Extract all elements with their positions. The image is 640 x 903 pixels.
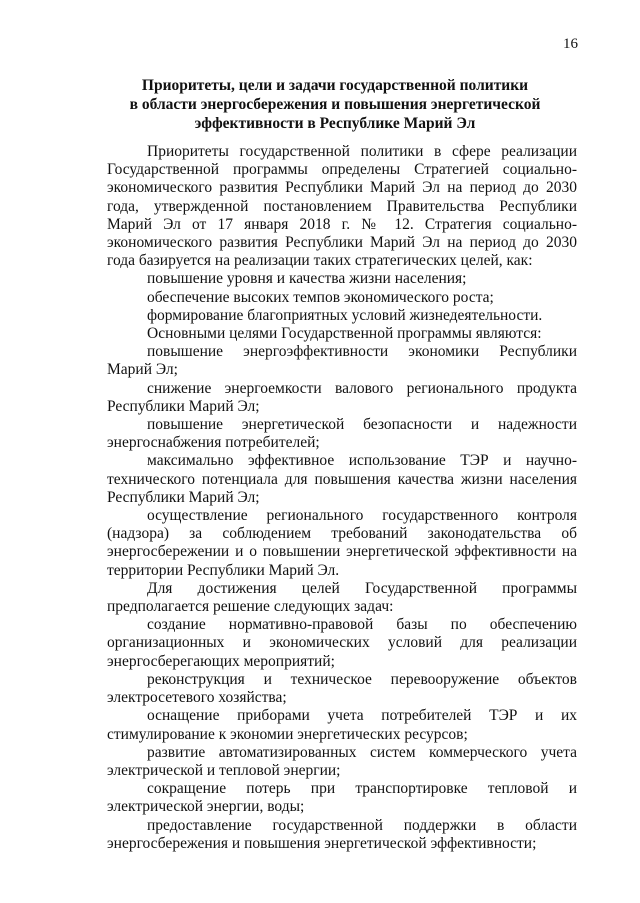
list-item-task: создание нормативно-правовой базы по обеспечению организационных и экономических условий для реализации энергосберегающих мероприятий; — [107, 616, 577, 670]
paragraph-program-goals-intro: Основными целями Государственной программы являются: — [147, 325, 542, 343]
list-item-program-goal: повышение энергетической безопасности и надежности энергоснабжения потребителей; — [107, 416, 577, 452]
list-item-task: оснащение приборами учета потребителей ТЭР и их стимулирование к экономии энергетических ресурсов; — [107, 707, 577, 743]
list-item-program-goal: повышение энергоэффективности экономики Республики Марий Эл; — [107, 343, 577, 379]
list-item-strategic-goal: обеспечение высоких темпов экономического роста; — [147, 288, 494, 306]
paragraph-priorities: Приоритеты государственной политики в сфере реализации Государственной программы определены Стратегией социально-экономического развития Республики Марий Эл на период до 2030 года, утвержденной постановлением Правительства Республики Марий Эл от 17 января 2018 г. № 12. Стратегия социально-экономического развития Республики Марий Эл на период до 2030 года базируется на реализации таких стратегических целей, как: — [107, 143, 577, 270]
section-title — [108, 76, 562, 133]
document-body — [107, 143, 577, 853]
title-line-1: Приоритеты, цели и задачи государственной политики — [141, 77, 529, 94]
list-item-task: предоставление государственной поддержки в области энергосбережения и повышения энергетической эффективности; — [107, 816, 577, 852]
paragraph-tasks-intro: Для достижения целей Государственной программы предполагается решение следующих задач: — [107, 579, 577, 616]
list-item-task: реконструкция и техническое перевооружение объектов электросетевого хозяйства; — [107, 670, 577, 707]
list-item-program-goal: снижение энергоемкости валового регионального продукта Республики Марий Эл; — [107, 379, 577, 415]
title-line-2: в области энергосбережения и повышения энергетической — [129, 96, 541, 113]
list-item-task: развитие автоматизированных систем коммерческого учета электрической и тепловой энергии; — [107, 743, 577, 779]
list-item-program-goal: максимально эффективное использование ТЭР и научно-технического потенциала для повышения качества жизни населения Республики Марий Эл; — [107, 452, 577, 506]
list-item-strategic-goal: повышение уровня и качества жизни населения; — [147, 270, 467, 288]
list-item-program-goal: осуществление регионального государственного контроля (надзора) за соблюдением требований законодательства об энергосбережении и о повышении энергетической эффективности на территории Республики Марий Эл. — [107, 507, 577, 579]
list-item-task: сокращение потерь при транспортировке тепловой и электрической энергии, воды; — [107, 780, 577, 816]
page-number: 16 — [563, 36, 578, 52]
title-line-3: эффективности в Республике Марий Эл — [194, 115, 476, 132]
list-item-strategic-goal: формирование благоприятных условий жизнедеятельности. — [147, 306, 543, 324]
